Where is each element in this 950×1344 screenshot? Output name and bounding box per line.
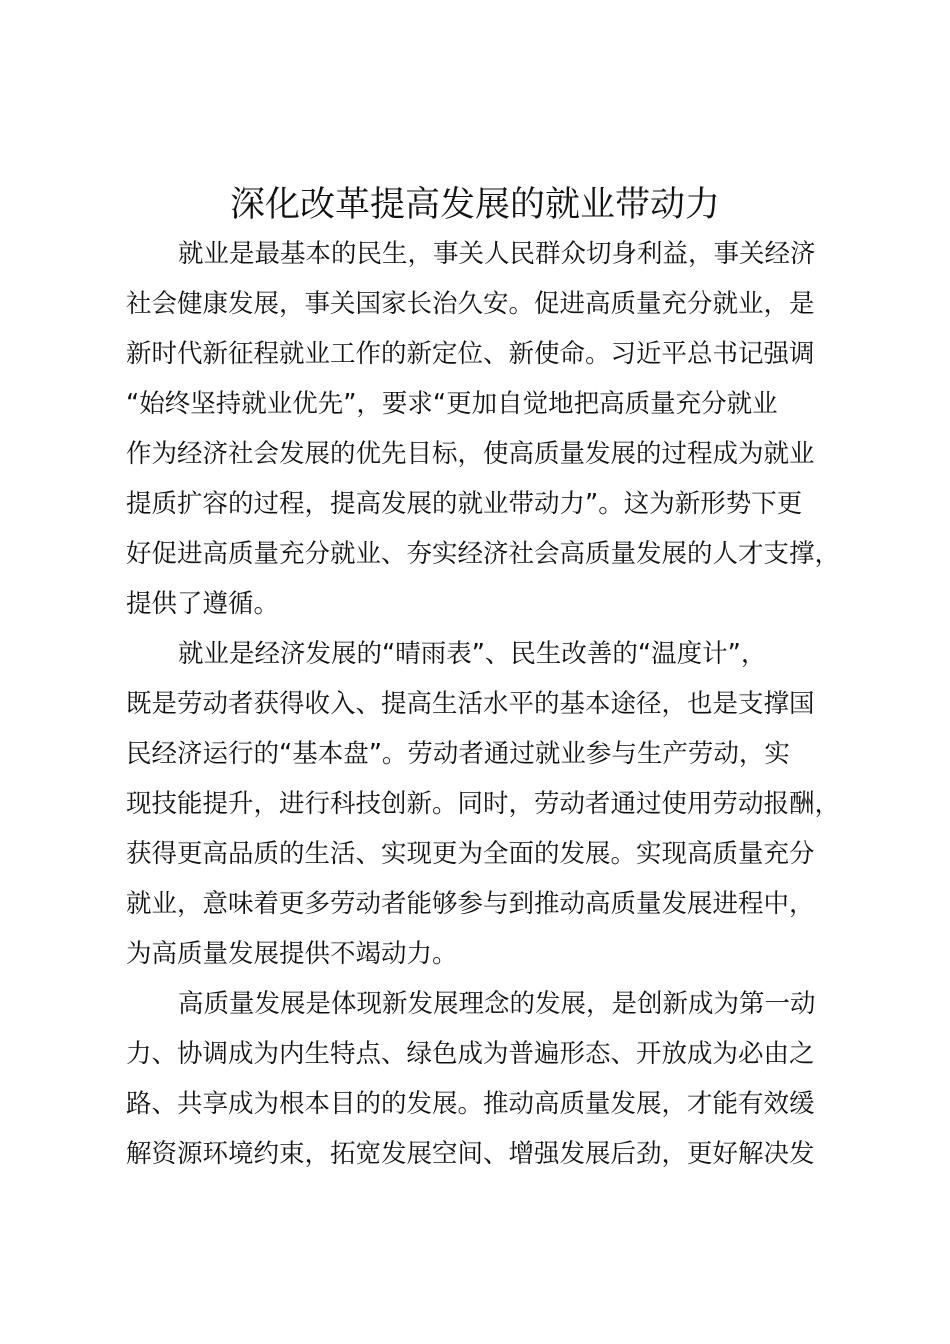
paragraph-line: 就业，意味着更多劳动者能够参与到推动高质量发展进程中， [126,889,815,919]
paragraph-line: 社会健康发展，事关国家长治久安。促进高质量充分就业，是 [126,289,815,319]
paragraph-3 [126,979,846,1179]
paragraph-line: 路、共享成为根本目的的发展。推动高质量发展，才能有效缓 [126,1089,815,1119]
paragraph-1 [126,229,846,629]
document-title: 深化改革提高发展的就业带动力 [229,185,720,225]
paragraph-line: 为高质量发展提供不竭动力。 [126,939,458,969]
document-body [126,229,846,1179]
paragraph-line: 作为经济社会发展的优先目标，使高质量发展的过程成为就业 [126,439,815,469]
paragraph-line: “始终坚持就业优先”，要求“更加自觉地把高质量充分就业 [126,389,778,419]
paragraph-line: 提质扩容的过程，提高发展的就业带动力”。这为新形势下更 [126,489,803,519]
paragraph-2 [126,629,846,979]
paragraph-line: 提供了遵循。 [126,589,280,619]
paragraph-line: 既是劳动者获得收入、提高生活水平的基本途径，也是支撑国 [126,689,815,719]
paragraph-line: 获得更高品质的生活、实现更为全面的发展。实现高质量充分 [126,839,815,869]
paragraph-line: 力、协调成为内生特点、绿色成为普遍形态、开放成为必由之 [126,1039,815,1069]
paragraph-line: 新时代新征程就业工作的新定位、新使命。习近平总书记强调 [126,339,815,369]
paragraph-line: 民经济运行的“基本盘”。劳动者通过就业参与生产劳动，实 [126,739,790,769]
paragraph-line: 现技能提升，进行科技创新。同时，劳动者通过使用劳动报酬， [126,789,841,819]
paragraph-line: 解资源环境约束，拓宽发展空间、增强发展后劲，更好解决发 [126,1139,815,1169]
paragraph-line: 就业是最基本的民生，事关人民群众切身利益，事关经济 [178,239,816,269]
paragraph-line: 高质量发展是体现新发展理念的发展，是创新成为第一动 [178,989,816,1019]
paragraph-line: 好促进高质量充分就业、夯实经济社会高质量发展的人才支撑， [126,539,841,569]
paragraph-line: 就业是经济发展的“晴雨表”、民生改善的“温度计”， [178,639,767,669]
